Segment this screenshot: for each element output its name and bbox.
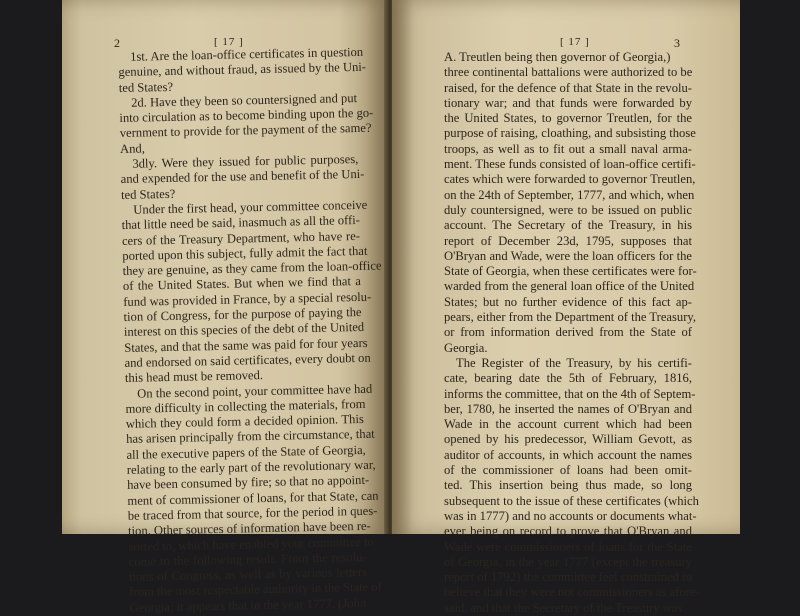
text-line: fund was provided in France, by a special resolu-	[123, 289, 372, 309]
text-line: cers of the Treasury Department, who have re-	[121, 228, 361, 248]
text-line: on the 24th of September, 1777, and which, when	[444, 187, 695, 202]
text-line: And,	[119, 141, 146, 156]
text-line: of the commissioner of loans had been omit-	[444, 463, 692, 478]
text-line: believe that they were not commissioners as afore-	[444, 585, 700, 600]
text-line: State of Georgia, when these certificates were for-	[444, 264, 697, 279]
right-page	[392, 0, 740, 615]
text-line: more difficulty in collecting the materials, from	[125, 396, 366, 416]
text-line: that little need be said, inasmuch as all the offi-	[121, 213, 361, 233]
text-line: 3dly. Were they issued for public purposes,	[132, 152, 359, 171]
text-line: into circulation as to become binding upon the go-	[119, 105, 374, 126]
text-line: troops, as well as to fit out a small naval arma-	[444, 141, 692, 156]
right-page-text	[444, 50, 700, 616]
text-line: account. The Secretary of the Treasury, in his	[444, 218, 692, 233]
text-line: purpose of raising, cloathing, and subsisting those	[444, 126, 696, 141]
text-line: Under the first head, your committee conceive	[133, 197, 368, 217]
text-line: warded from the general loan office of the United	[444, 279, 695, 294]
text-line: ever being on record to prove that O'Bryan and	[444, 524, 692, 539]
text-line: tion. Other sources of information have been re-	[127, 519, 371, 539]
text-line: interest on this species of the debt of the United	[123, 320, 365, 340]
text-line: sorted to, which have enabled your committee to	[128, 534, 375, 554]
text-line: was in 1777) and no accounts or documents what-	[444, 508, 697, 523]
text-line: be traced from that source, for the period in ques-	[127, 503, 378, 523]
text-line: ted States?	[120, 186, 176, 202]
text-line: said, and that the Secretary of the Treasury was	[444, 600, 683, 615]
text-line: Georgia.	[444, 340, 488, 355]
text-line: genuine, and without fraud, as issued by the Uni-	[118, 60, 367, 80]
text-line: duly countersigned, were to be issued on public	[444, 202, 692, 217]
text-line: A. Treutlen being then governor of Georgia,)	[444, 50, 671, 64]
text-line: cates which were forwarded to governor Treutlen,	[444, 172, 696, 187]
text-line: ted. This insertion being thus made, so long	[444, 478, 692, 493]
text-line: vernment to provide for the payment of the same?	[119, 121, 372, 141]
text-line: 2d. Have they been so countersigned and put	[130, 90, 358, 110]
text-line: tionary war; and that funds were forwarded by	[444, 95, 692, 110]
text-line: 1st. Are the loan-office certificates in question	[129, 44, 364, 64]
text-line: or from information derived from the State of	[444, 325, 692, 340]
text-line: have been consumed by fire; so that no appoint-	[126, 473, 370, 493]
text-line: has arisen principally from the circumstance, that	[126, 427, 375, 447]
text-line: ted States?	[118, 79, 174, 95]
left-folio: [ 17 ]	[214, 36, 244, 48]
text-line: opened by his predecessor, William Gevott, as	[444, 432, 692, 447]
text-line: and endorsed on said certificates, every doubt on	[124, 350, 371, 370]
text-line: States; but no further evidence of this fact ap-	[444, 294, 692, 309]
left-page-number: 2	[114, 36, 120, 50]
text-line: Wade were commissioners of loans for the State	[444, 539, 692, 554]
right-page-number: 3	[674, 36, 680, 50]
text-line: ported upon this subject, fully admit the fact that	[122, 243, 368, 263]
text-line: tions of Congress, as well as by various letters	[128, 564, 368, 584]
text-line: which they could form a decided opinion. This	[125, 412, 364, 432]
text-line: auditor of accounts, in which account the names	[444, 447, 692, 462]
text-line: Wade in the account current which had been	[444, 417, 692, 432]
text-line: three continental battalions were authorized to be	[444, 65, 693, 80]
text-line: relating to the early part of the revolutionary war,	[126, 457, 376, 477]
text-line: Georgia; it appears that in the year 1777, (John	[129, 595, 367, 615]
text-line: States, and that the same was paid for four years	[124, 335, 368, 355]
text-line: raised, for the defence of that State in the revolu-	[444, 80, 692, 95]
text-line: On the second point, your committee have had	[137, 381, 373, 401]
text-line: they are genuine, as they came from the loan-office	[122, 258, 382, 279]
left-page	[62, 0, 387, 615]
right-folio: [ 17 ]	[560, 36, 590, 48]
text-line: the United States, to governor Treutlen, for the	[444, 111, 692, 126]
text-line: report of 1792) the committee feel constrained to	[444, 570, 692, 585]
text-line: ment of commissioner of loans, for that State, can	[127, 488, 379, 508]
text-line: all the executive papers of the State of Georgia,	[126, 442, 366, 462]
text-line: subsequent to the issue of these certificates (which	[444, 493, 699, 508]
text-line: The Register of the Treasury, by his certifi-	[456, 355, 692, 370]
text-line: and expended for the use and benefit of the Uni-	[120, 167, 365, 187]
text-line: pears, either from the Department of the Treasury,	[444, 310, 697, 325]
text-line: cate, bearing date the 5th of February, 1816,	[444, 371, 692, 386]
text-line: ment. These funds consisted of loan-office certifi-	[444, 157, 696, 172]
text-line: report of December 23d, 1795, supposes that	[444, 233, 692, 248]
text-line: from the most respectable authority in the State of	[129, 579, 382, 600]
text-line: O'Bryan and Wade, were the loan officers for the	[444, 248, 692, 263]
text-line: of the United States. But when we find that a	[122, 274, 362, 294]
text-line: ber, 1780, he inserted the names of O'Bryan and	[444, 401, 692, 416]
text-line: come to the following result. From the resolu-	[128, 549, 367, 569]
text-line: informs the committee, that on the 4th of Septem-	[444, 386, 696, 401]
text-line: tion of Congress, for the purpose of paying the	[123, 305, 362, 324]
text-line: this head must be removed.	[124, 368, 264, 386]
left-page-text	[118, 44, 382, 616]
text-line: of Georgia, in the year 1777 (except the treasury	[444, 554, 692, 569]
